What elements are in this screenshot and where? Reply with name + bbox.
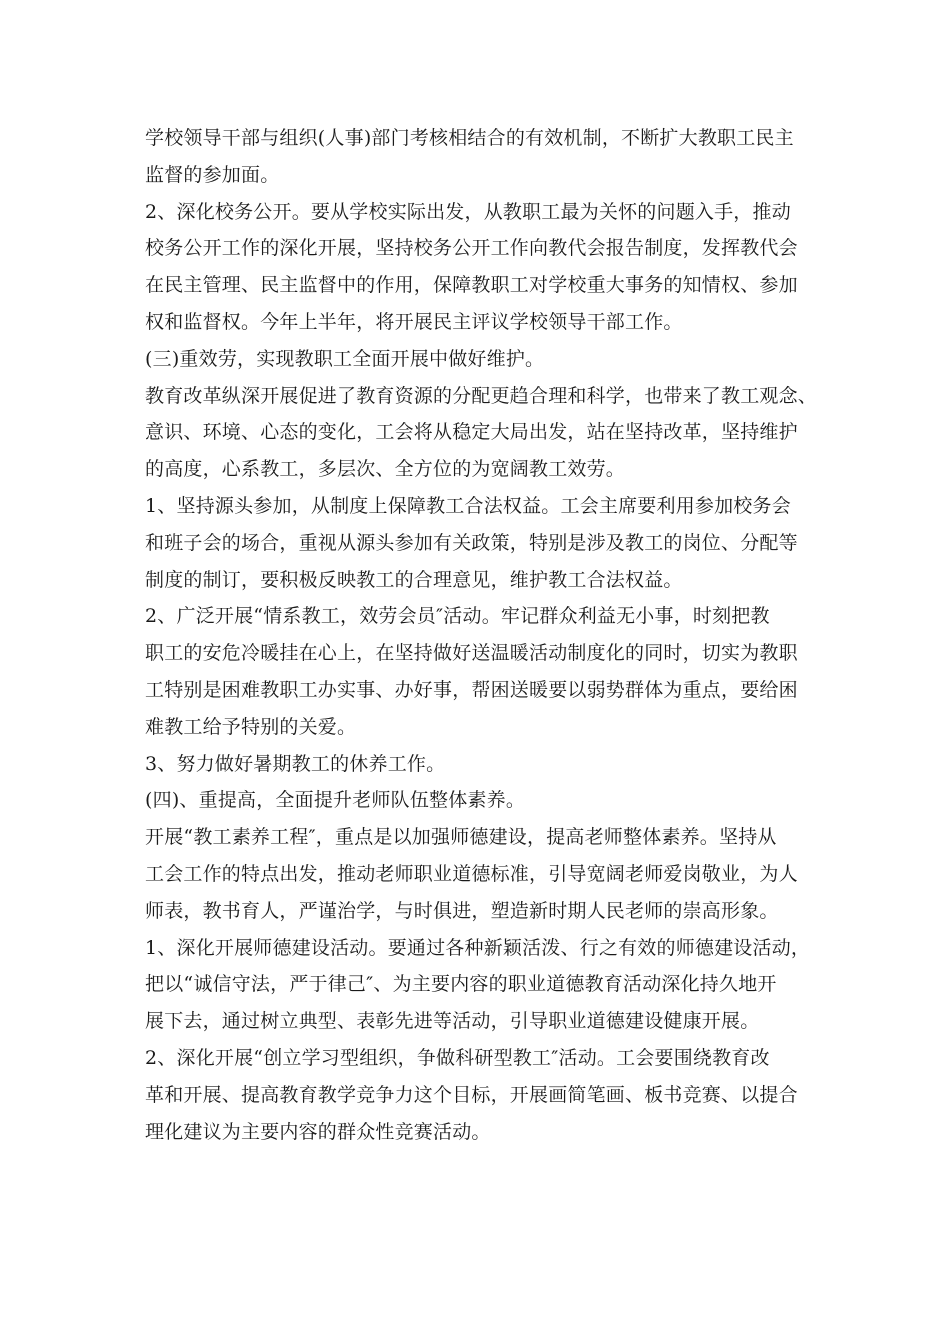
text-line: 意识、环境、心态的变化，工会将从稳定大局出发，站在坚持改革，坚持维护 xyxy=(145,421,798,444)
text-line: 工特别是困难教职工办实事、办好事，帮困送暖要以弱势群体为重点，要给困 xyxy=(145,678,798,701)
text-line: 把以“诚信守法，严于律己″、为主要内容的职业道德教育活动深化持久地开 xyxy=(145,973,777,996)
text-line: 在民主管理、民主监督中的作用，保障教职工对学校重大事务的知情权、参加 xyxy=(145,274,798,297)
text-line: 1、坚持源头参加，从制度上保障教工合法权益。工会主席要利用参加校务会 xyxy=(145,494,791,517)
text-line: 监督的参加面。 xyxy=(145,163,280,186)
text-line: 2、深化开展“创立学习型组织，争做科研型教工″活动。工会要围绕教育改 xyxy=(145,1046,770,1069)
text-line: 制度的制订，要积极反映教工的合理意见，维护教工合法权益。 xyxy=(145,568,683,591)
text-line: 展下去，通过树立典型、表彰先进等活动，引导职业道德建设健康开展。 xyxy=(145,1010,760,1033)
text-line: 理化建议为主要内容的群众性竞赛活动。 xyxy=(145,1120,491,1143)
text-line: 1、深化开展师德建设活动。要通过各种新颖活泼、行之有效的师德建设活动， xyxy=(145,936,811,959)
text-line: 职工的安危冷暖挂在心上，在坚持做好送温暖活动制度化的同时，切实为教职 xyxy=(145,642,798,665)
text-line: 权和监督权。今年上半年，将开展民主评议学校领导干部工作。 xyxy=(145,310,683,333)
text-line: 工会工作的特点出发，推动老师职业道德标准，引导宽阔老师爱岗敬业，为人 xyxy=(145,862,798,885)
text-line: 师表，教书育人，严谨治学，与时俱进，塑造新时期人民老师的崇高形象。 xyxy=(145,899,779,922)
text-line: 难教工给予特别的关爱。 xyxy=(145,715,357,738)
section-heading: (三)重效劳，实现教职工全面开展中做好维护。 xyxy=(145,347,545,370)
text-line: 和班子会的场合，重视从源头参加有关政策，特别是涉及教工的岗位、分配等 xyxy=(145,531,798,554)
document-body xyxy=(145,120,835,1150)
text-line: 3、努力做好暑期教工的休养工作。 xyxy=(145,752,446,775)
text-line: 校务公开工作的深化开展，坚持校务公开工作向教代会报告制度，发挥教代会 xyxy=(145,237,798,260)
text-line: 的高度，心系教工，多层次、全方位的为宽阔教工效劳。 xyxy=(145,458,626,481)
text-line: 学校领导干部与组织(人事)部门考核相结合的有效机制，不断扩大教职工民主 xyxy=(145,127,794,149)
text-line: 开展“教工素养工程″，重点是以加强师德建设，提高老师整体素养。坚持从 xyxy=(145,826,777,849)
text-line: 革和开展、提高教育教学竞争力这个目标，开展画简笔画、板书竞赛、以提合 xyxy=(145,1083,798,1106)
section-heading: (四)、重提高，全面提升老师队伍整体素养。 xyxy=(145,789,526,812)
text-line: 教育改革纵深开展促进了教育资源的分配更趋合理和科学，也带来了教工观念、 xyxy=(145,384,818,407)
text-line: 2、广泛开展“情系教工，效劳会员″活动。牢记群众利益无小事，时刻把教 xyxy=(145,605,770,628)
text-line: 2、深化校务公开。要从学校实际出发，从教职工最为关怀的问题入手，推动 xyxy=(145,200,791,223)
